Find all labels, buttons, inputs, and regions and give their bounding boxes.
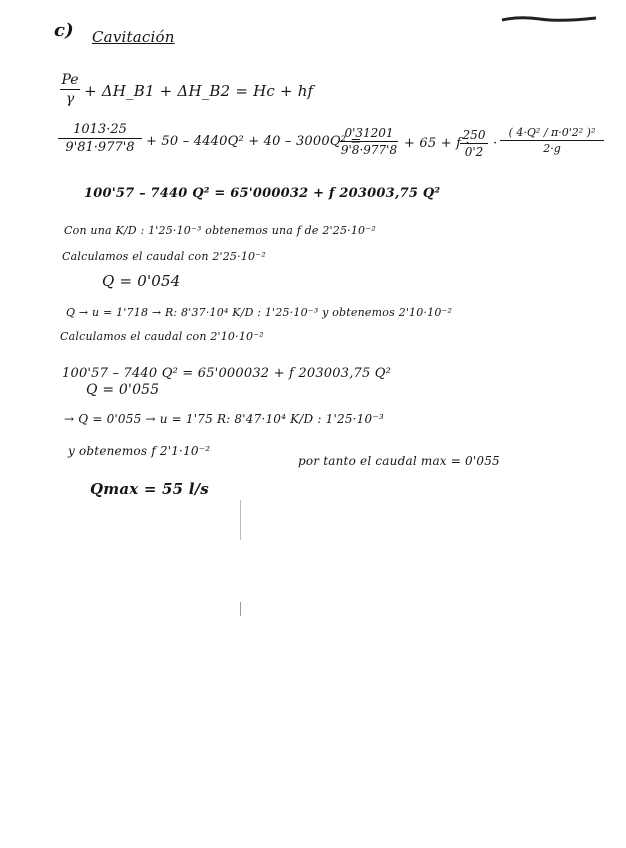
- eq2-frac3-den: 0'2: [464, 145, 484, 159]
- eq2-frac4-num: ( 4·Q² / π·0'2² )²: [508, 126, 596, 139]
- eq1-rest: + ΔH_B1 + ΔH_B2 = Hc + hf: [84, 82, 314, 100]
- scan-artifact-top: [500, 14, 600, 24]
- line-9: 100'57 – 7440 Q² = 65'000032 + f 203003,75 Q²: [62, 366, 392, 381]
- scan-mark-2: [240, 602, 241, 616]
- line-12b: por tanto el caudal max = 0'055: [298, 454, 500, 468]
- eq2-part2: + 65 + f ·: [404, 136, 470, 151]
- eq2-frac3: [460, 128, 488, 159]
- eq2-frac1: [58, 122, 142, 155]
- line-3: 100'57 – 7440 Q² = 65'000032 + f 203003,75 Q²: [84, 186, 441, 201]
- line-5: Calculamos el caudal con 2'25·10⁻²: [62, 250, 266, 263]
- eq2-frac2-den: 9'8·977'8: [340, 143, 398, 157]
- line-12a: y obtenemos f 2'1·10⁻²: [68, 444, 211, 458]
- eq2-frac3-num: 250: [462, 128, 486, 142]
- eq2-frac4-den: 2·g: [543, 142, 561, 155]
- scan-mark-1: [240, 500, 241, 540]
- line-13: Qmax = 55 l/s: [90, 480, 209, 498]
- line-4: Con una K/D : 1'25·10⁻³ obtenemos una f de 2'25·10⁻²: [64, 224, 376, 237]
- line-7: Q → u = 1'718 → R: 8'37·10⁴ K/D : 1'25·10⁻³ y obtenemos 2'10·10⁻²: [66, 306, 453, 319]
- eq2-frac2: [340, 126, 398, 157]
- line-8: Calculamos el caudal con 2'10·10⁻²: [60, 330, 264, 343]
- eq2-frac4: [500, 126, 604, 155]
- eq1-fraction: [60, 72, 80, 107]
- section-label: c): [54, 20, 74, 41]
- line-11: → Q = 0'055 → u = 1'75 R: 8'47·10⁴ K/D : 1'25·10⁻³: [64, 412, 384, 426]
- eq1-denominator: γ: [65, 91, 75, 107]
- eq2-frac1-num: 1013·25: [73, 122, 127, 137]
- line-6: Q = 0'054: [102, 272, 181, 290]
- eq2-dot: ·: [493, 136, 498, 151]
- section-title: Cavitación: [92, 28, 175, 46]
- line-10: Q = 0'055: [86, 382, 160, 398]
- eq2-frac1-den: 9'81·977'8: [65, 140, 135, 155]
- eq1-numerator: Pe: [61, 72, 79, 88]
- eq2-part1: + 50 – 4440Q² + 40 – 3000Q² =: [146, 134, 362, 149]
- eq2-frac2-num: 0'31201: [344, 126, 394, 140]
